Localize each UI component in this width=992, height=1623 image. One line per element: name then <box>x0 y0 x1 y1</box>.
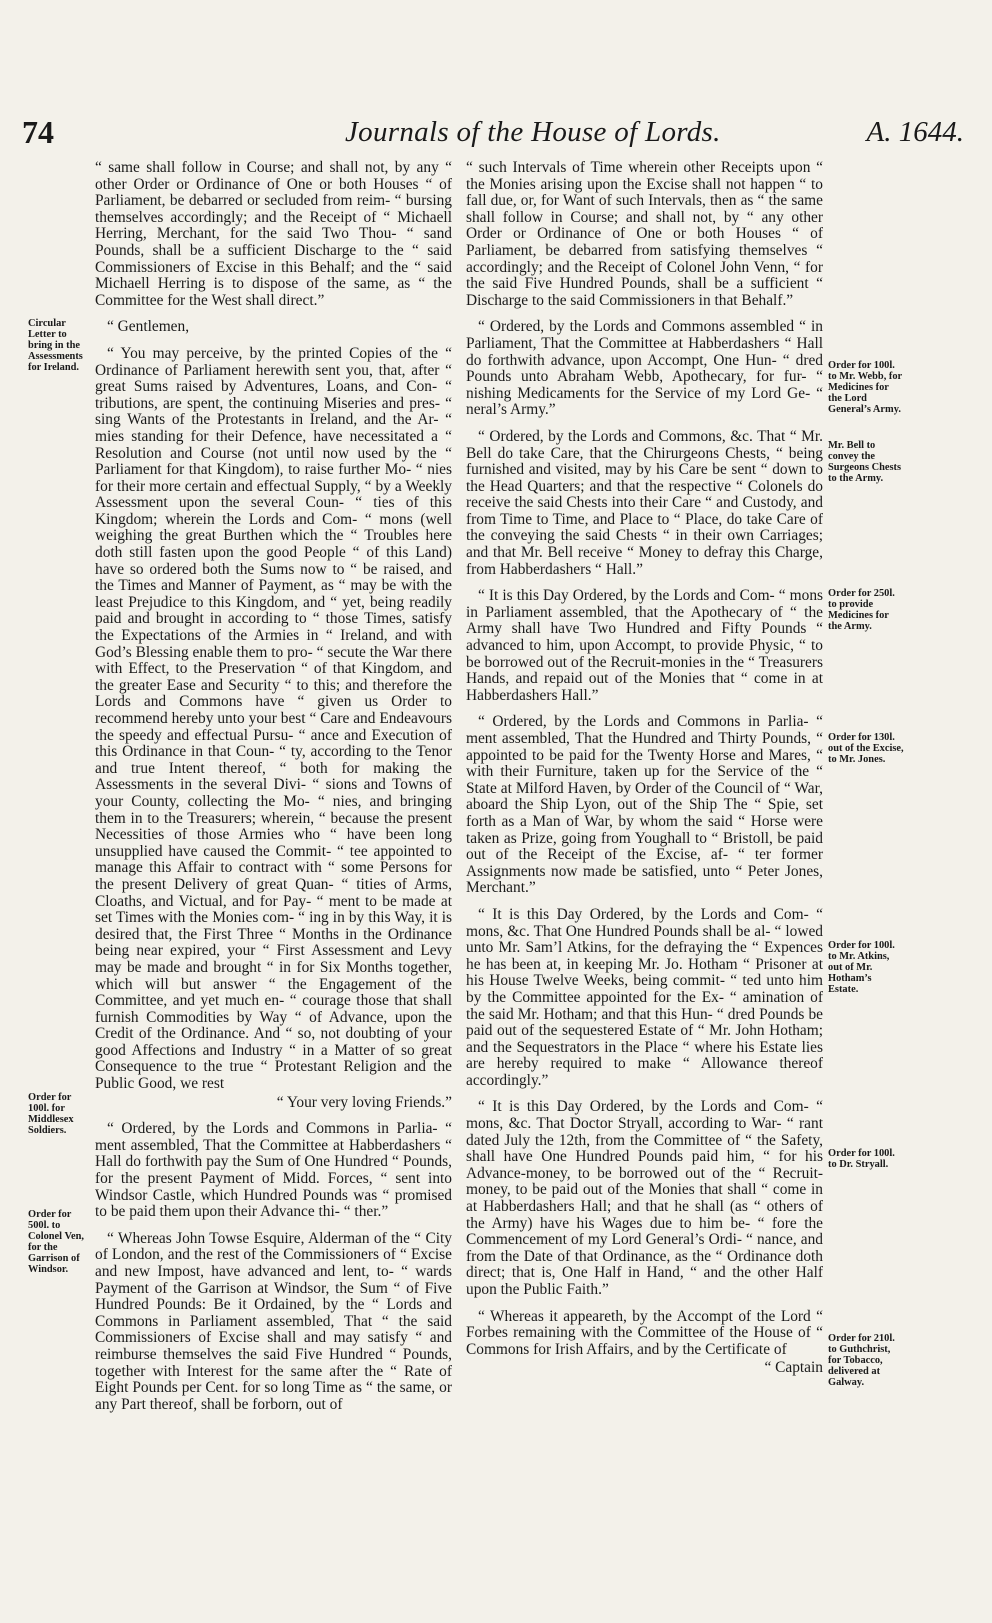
right-paragraph-6: “ It is this Day Ordered, by the Lords and Com- “ mons, &c. That One Hundred Pounds shall be al- “ lowed unto Mr. Sam’l Atkins, for the defraying the “ Expences he has been at, in keeping Mr. Jo. Hotham “ Prisoner at his House Twelve Weeks, being commit- “ ted unto him by the Committee appointed for the Ex- “ amination of the said Mr. Hotham; and that this Hun- “ dred Pounds be paid out of the sequestered Estate of “ Mr. John Hotham; and the Sequestrators in the Place “ where his Estate lies are hereby required to make “ Allowance thereof accordingly.” <box>466 905 823 1089</box>
margin-note-jones: Order for 130l. out of the Excise, to Mr. Jones. <box>828 732 904 765</box>
right-paragraph-2: “ Ordered, by the Lords and Commons assembled “ in Parliament, That the Committee at Habberdashers “ Hall do forthwith advance, upon Accompt, One Hun- “ dred Pounds unto Abraham Webb, Apothecary, for fur- “ nishing Medicaments for the Service of my Lord Ge- “ neral’s Army.” <box>466 318 823 419</box>
right-paragraph-1: “ such Intervals of Time wherein other Receipts upon “ the Monies arising upon the Excise shall not happen “ to fall due, or, for Want of such Intervals, then as “ the same shall follow in Course; and shall not, by “ any other Order or Ordinance of One or both Houses “ of Parliament, be debarred from satisfying themselves “ accordingly; and the Receipt of Colonel John Venn, “ for the said Five Hundred Pounds, shall be a sufficient “ Discharge to the said Commissioners in that Behalf.” <box>466 159 823 309</box>
catchword: “ Captain <box>764 1359 823 1377</box>
left-paragraph-1: “ same shall follow in Course; and shall not, by any “ other Order or Ordinance of One or both Houses “ of Parliament, be debarred or secluded from reim- “ bursing themselves accordingly; and the Receipt of “ Michaell Herring, Merchant, for the said Two Thou- “ sand Pounds, shall be a sufficient Discharge to the “ said Commissioners of Excise in this Behalf; and the “ said Michaell Herring is to dispose of the same, as “ the Committee for the West shall direct.” <box>95 159 452 309</box>
page-number: 74 <box>22 114 54 150</box>
margin-note-webb: Order for 100l. to Mr. Webb, for Medicines for the Lord General’s Army. <box>828 360 902 415</box>
right-paragraph-5: “ Ordered, by the Lords and Commons in Parlia- “ ment assembled, That the Hundred and Thirty Pounds, “ appointed to be paid for the Twenty Horse and Mares, “ with their Furniture, taken up for the Service of the “ State at Milford Haven, by Order of the Council of “ War, aboard the Ship Lyon, out of the Ship The “ Spie, set forth as a Man of War, by whom the said “ Horse were taken as Prize, going from Youghall to “ Bristoll, be paid out of the Receipt of the Excise, af- “ ter former Assignments now made be satisfied, unto “ Peter Jones, Merchant.” <box>466 713 823 897</box>
page-header <box>0 108 992 158</box>
left-paragraph-3: “ You may perceive, by the printed Copies of the “ Ordinance of Parliament herewith sent you, that, after “ great Sums raised by Adventures, Loans, and Con- “ tributions, are spent, the continuing Miseries and pres- “ sing Wants of the Protestants in Ireland, and the Ar- “ mies standing for their Defence, have necessitated a “ Resolution and Course (not until now used by the “ Parliament for that Kingdom), to raise further Mo- “ nies for their more certain and effectual Supply, “ by a Weekly Assessment upon the several Coun- “ ties of this Kingdom; wherein the Lords and Com- “ mons (well weighing the great Burthen which the “ Troubles here doth still fasten upon the good People “ of this Land) have so ordered both the Sums now to “ be raised, and the Times and Manner of Payment, as “ may be with the least Prejudice to this Kingdom, and “ yet, being readily paid and brought in according to “ those Times, satisfy the Expectations of the Armies in “ Ireland, and with God’s Blessing enable them to pro- “ secute the War there with Effect, to the Preservation “ of that Kingdom, and the greater Ease and Security “ to this; and therefore the Lords and Commons have “ given us Order to recommend hereby unto your best “ Care and Endeavours the speedy and effectual Pursu- “ ance and Execution of this Ordinance in that Coun- “ ty, according to the Tenor and true Intent thereof, “ both for making the Assessments in the several Divi- “ sions and Towns of your County, collecting the Mo- “ nies, and bringing them in to the Treasurers; wherein, “ because the present Necessities of those Armies who “ have been long unsupplied have caused the Commit- “ tee appointed to manage this Affair to contract with “ some Persons for the present Delivery of great Quan- “ tities of Arms, Cloaths, and Victual, and for Pay- “ ment to be made at set Times with the Monies com- “ ing in by this Way, it is desired that, the First Three “ Months in the Ordinance being near expired, your “ First Assessment and Levy may be made and brought “ in for Six Months together, which will but answer “ the Engagement of the Committee, and yet much en- “ courage those that shall furnish Commodities by Way “ of Advance, upon the Credit of the Ordinance. And “ so, not doubting of your good Affections and Industry “ in a Matter of so great Consequence to the true “ Protestant Religion and the Public Good, we rest <box>95 344 452 1093</box>
margin-note-guthrie: Order for 210l. to Guthchrist, for Tobacco, delivered at Galway. <box>828 1333 895 1388</box>
left-signature: “ Your very loving Friends.” <box>276 1093 452 1111</box>
margin-note-atkins: Order for 100l. to Mr. Atkins, out of Mr. Hotham’s Estate. <box>828 940 895 995</box>
left-paragraph-5: “ Whereas John Towse Esquire, Alderman of the “ City of London, and the rest of the Commissioners of “ Excise and new Impost, have advanced and lent, to- “ wards Payment of the Garrison at Windsor, the Sum “ of Five Hundred Pounds: Be it Ordained, by the “ Lords and Commons in Parliament assembled, That “ the said Commissioners of Excise shall and may satisfy “ and reimburse themselves the said Five Hundred “ Pounds, together with Interest for the same after the “ Rate of Eight Pounds per Cent. for so long Time as “ the same, or any Part thereof, shall be forborn, out of <box>95 1229 452 1413</box>
right-column <box>466 160 823 1387</box>
margin-note-middlesex: Order for 100l. for Middlesex Soldiers. <box>28 1092 74 1136</box>
right-paragraph-4: “ It is this Day Ordered, by the Lords and Com- “ mons in Parliament assembled, that the Apothecary of “ the Army shall have Two Hundred and Fifty Pounds “ advanced to him, upon Accompt, to provide Physic, “ to be borrowed out of the Recruit-monies in the “ Treasurers Hands, and repaid out of the Monies that “ come in at Habberdashers Hall.” <box>466 587 823 704</box>
title-the: the <box>487 116 524 148</box>
right-paragraph-3: “ Ordered, by the Lords and Commons, &c. That “ Mr. Bell do take Care, that the Chirurgeons Chests, “ being furnished and visited, may by his Care be sent “ down to the Head Quarters; and that the respective “ Colonels do receive the said Chests into their Care “ and Custody, and from Time to Time, and Place to “ Place, do take Care of the conveying the said Chests “ in their own Carriages; and that Mr. Bell receive “ Money to defray this Charge, from Habberdashers “ Hall.” <box>466 427 823 578</box>
title-journals: Journals <box>345 116 449 148</box>
title-lords: Lords. <box>645 116 721 148</box>
left-paragraph-4: “ Ordered, by the Lords and Commons in Parlia- “ ment assembled, That the Committee at Habberdashers “ Hall do forthwith pay the Sum of One Hundred “ Pounds, for the present Payment of Midd. Forces, “ sent into Windsor Castle, which Hundred Pounds was “ promised to be paid them upon their Advance thi- “ ther.” <box>95 1120 452 1221</box>
margin-note-circular: Circular Letter to bring in the Assessments for Ireland. <box>28 318 83 373</box>
margin-note-venn: Order for 500l. to Colonel Ven, for the Garrison of Windsor. <box>28 1209 85 1275</box>
right-paragraph-7: “ It is this Day Ordered, by the Lords and Com- “ mons, &c. That Doctor Stryall, according to War- “ rant dated July the 12th, from the Committee of “ the Safety, shall have One Hundred Pounds paid him, “ for his Advance-money, to be borrowed out of the “ Recruit-money, to be paid out of the Monies that shall “ come in at Habberdashers Hall; and that he shall (as “ others of the Army) have his Wages due to him be- “ fore the Commencement of my Lord General’s Ordi- “ nance, and from the Date of that Ordinance, as the “ Ordinance doth direct; that is, One Half in Hand, “ and the other Half upon the Public Faith.” <box>466 1098 823 1298</box>
year: A. 1644. <box>866 116 964 148</box>
margin-note-apothecary: Order for 250l. to provide Medicines for the Army. <box>828 588 895 632</box>
left-paragraph-2: “ Gentlemen, <box>107 318 190 336</box>
margin-note-stryall: Order for 100l. to Dr. Stryall. <box>828 1148 895 1170</box>
right-paragraph-8: “ Whereas it appeareth, by the Accompt of the Lord “ Forbes remaining with the Committee of the House of “ Commons for Irish Affairs, and by the Certificate of <box>466 1307 823 1358</box>
left-column <box>95 160 452 1423</box>
title-house: House <box>531 116 607 148</box>
title-of-2: of <box>614 116 638 148</box>
title-of: of <box>456 116 480 148</box>
margin-note-bell: Mr. Bell to convey the Surgeons Chests to the Army. <box>828 440 902 484</box>
running-title <box>345 116 721 149</box>
